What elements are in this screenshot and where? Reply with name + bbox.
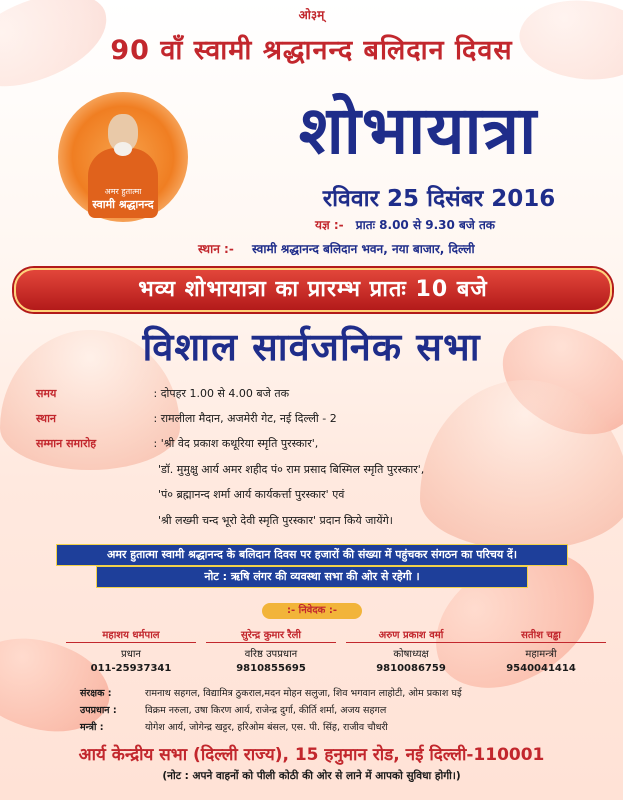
event-date: रविवार 25 दिसंबर 2016 [322,186,556,212]
portrait-caption-small: अमर हुतात्मा [104,187,142,196]
procession-banner: भव्य शोभायात्रा का प्रारम्भ प्रातः 10 बजे [14,268,612,312]
portrait-beard [114,142,132,156]
patrons-label: संरक्षक : [80,688,112,699]
patrons-value: रामनाथ सहगल, विद्यामित्र ठुकराल,मदन मोहन सलुजा, शिव भगवान लाहोटी, ओम प्रकाश घई [145,688,462,699]
honour-line: 'श्री लख्मी चन्द भूरो देवी स्मृति पुरस्कार' प्रदान किये जायेंगे। [158,514,393,527]
sabha-title: विशाल सार्वजनिक सभा [142,325,481,369]
om-symbol: ओ३म् [298,8,325,22]
signatory-phone: 9540041414 [506,663,576,674]
yagya-label: यज्ञ :- [315,218,344,232]
venue-value: स्वामी श्रद्धानन्द बलिदान भवन, नया बाजार, दिल्ली [252,242,475,256]
signatory-name: सतीश चड्ढा [476,627,606,643]
honour-line: : 'श्री वेद प्रकाश कथूरिया स्मृति पुरस्कार', [153,437,319,450]
signatory [346,627,476,674]
honour-label: सम्मान समारोह [36,437,97,450]
appeal-note: अमर हुतात्मा स्वामी श्रद्धानन्द के बलिदान दिवस पर हजारों की संख्या में पहुंचकर संगठन का परिचय दें। [56,544,568,566]
headline: 90 वाँ स्वामी श्रद्धानन्द बलिदान दिवस [110,35,513,66]
signatory-phone: 9810855695 [236,663,306,674]
sabha-time-row [36,386,289,401]
venue-label: स्थान :- [198,242,234,256]
organisation-address: आर्य केन्द्रीय सभा (दिल्ली राज्य), 15 हनुमान रोड, नई दिल्ली-110001 [78,745,545,765]
yagya-row [315,216,495,233]
yagya-value: प्रातः 8.00 से 9.30 बजे तक [355,218,496,232]
signatory-role: प्रधान [121,649,141,660]
signatory-name: सुरेन्द्र कुमार रैली [206,627,336,643]
signatory-phone: 011-25937341 [90,663,172,674]
honour-row [36,436,318,451]
patrons-row [80,686,462,699]
signatory-name: अरुण प्रकाश वर्मा [346,627,476,643]
ministers-value: योगेश आर्य, जोगेन्द्र खट्टर, हरिओम बंसल, एस. पी. सिंह, राजीव चौधरी [145,722,388,733]
sabha-time-value: : दोपहर 1.00 से 4.00 बजे तक [153,387,290,400]
honour-line: 'पं० ब्रह्मानन्द शर्मा आर्य कार्यकर्त्ता पुरस्कार' एवं [158,488,345,501]
signatory [66,627,196,674]
signatory-role: कोषाध्यक्ष [393,649,429,660]
vice-presidents-value: विक्रम नरुला, उषा किरण आर्य, राजेन्द्र दुर्गा, कीर्ति शर्मा, अजय सहगल [145,705,387,716]
portrait-caption-name: स्वामी श्रद्धानन्द [92,198,154,211]
signatory-phone: 9810086759 [376,663,446,674]
sabha-place-row [36,411,337,426]
sabha-time-label: समय [36,387,57,400]
nivedak-label: :- निवेदक :- [262,603,362,619]
langar-note: नोट : ऋषि लंगर की व्यवस्था सभा की ओर से रहेगी । [96,566,528,588]
ministers-label: मन्त्री : [80,722,104,733]
signatory [206,627,336,674]
vice-presidents-label: उपप्रधान : [80,705,117,716]
honour-line: 'डॉ. मुमुक्षु आर्य अमर शहीद पं० राम प्रसाद बिस्मिल स्मृति पुरस्कार', [158,463,425,476]
signatory-role: वरिष्ठ उपप्रधान [244,649,298,660]
venue-row [198,240,475,257]
signatory [476,627,606,674]
parking-note: (नोट : अपने वाहनों को पीली कोठी की ओर से लाने में आपको सुविधा होगी।) [162,770,461,782]
signatory-name: महाशय धर्मपाल [66,627,196,643]
vice-presidents-row [80,703,386,716]
ministers-row [80,720,388,733]
sabha-place-value: : रामलीला मैदान, अजमेरी गेट, नई दिल्ली - 2 [153,412,337,425]
page-title: शोभायात्रा [298,92,538,169]
signatory-role: महामन्त्री [525,649,557,660]
sabha-place-label: स्थान [36,412,57,425]
